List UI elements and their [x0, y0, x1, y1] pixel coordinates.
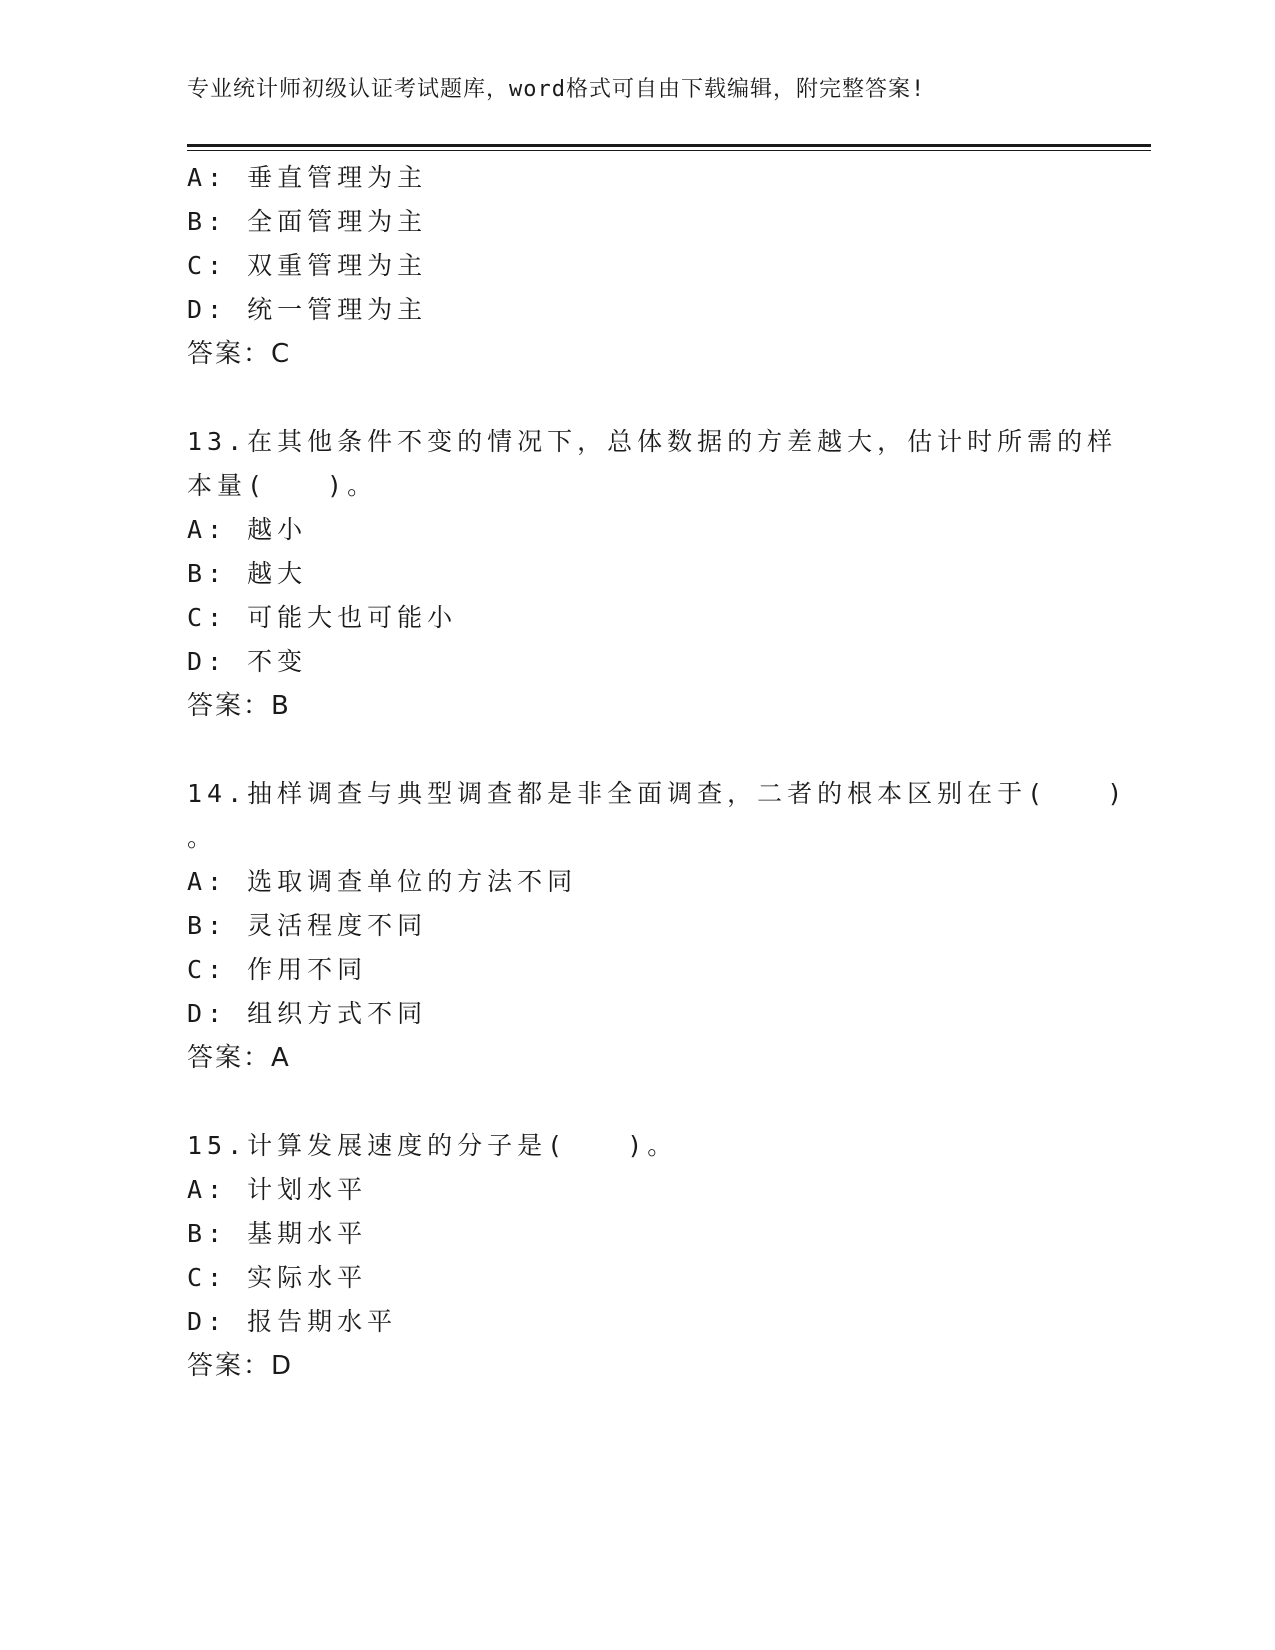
q14-option-d: D: 组织方式不同 [187, 999, 428, 1028]
q14-option-c: C: 作用不同 [187, 955, 368, 984]
q15-option-b: B: 基期水平 [187, 1219, 368, 1248]
q13-option-a: A: 越小 [187, 515, 308, 544]
q12-option-b: B: 全面管理为主 [187, 207, 428, 236]
q12-option-a: A: 垂直管理为主 [187, 163, 428, 192]
q14-stem-line2: 。 [187, 823, 218, 852]
q15-answer: 答案：D [187, 1351, 294, 1381]
q15-option-c: C: 实际水平 [187, 1263, 368, 1292]
q15-option-d: D: 报告期水平 [187, 1307, 398, 1336]
q13-answer: 答案：B [187, 691, 291, 721]
q13-option-c: C: 可能大也可能小 [187, 603, 458, 632]
q14-answer: 答案：A [187, 1043, 291, 1073]
q15-option-a: A: 计划水平 [187, 1175, 368, 1204]
q13-stem-line1: 13.在其他条件不变的情况下，总体数据的方差越大，估计时所需的样 [187, 427, 1118, 456]
q13-option-d: D: 不变 [187, 647, 308, 676]
q12-answer: 答案：C [187, 339, 292, 369]
q15-stem-line1: 15.计算发展速度的分子是( )。 [187, 1131, 678, 1160]
header-divider-thin [187, 150, 1151, 151]
q13-option-b: B: 越大 [187, 559, 308, 588]
q12-option-c: C: 双重管理为主 [187, 251, 428, 280]
q14-option-a: A: 选取调查单位的方法不同 [187, 867, 578, 896]
q12-option-d: D: 统一管理为主 [187, 295, 428, 324]
q14-stem-line1: 14.抽样调查与典型调查都是非全面调查，二者的根本区别在于( ) [187, 779, 1128, 808]
document-header: 专业统计师初级认证考试题库，word格式可自由下载编辑，附完整答案! [187, 77, 926, 102]
q14-option-b: B: 灵活程度不同 [187, 911, 428, 940]
header-divider-thick [187, 144, 1151, 147]
q13-stem-line2: 本量( )。 [187, 471, 378, 500]
